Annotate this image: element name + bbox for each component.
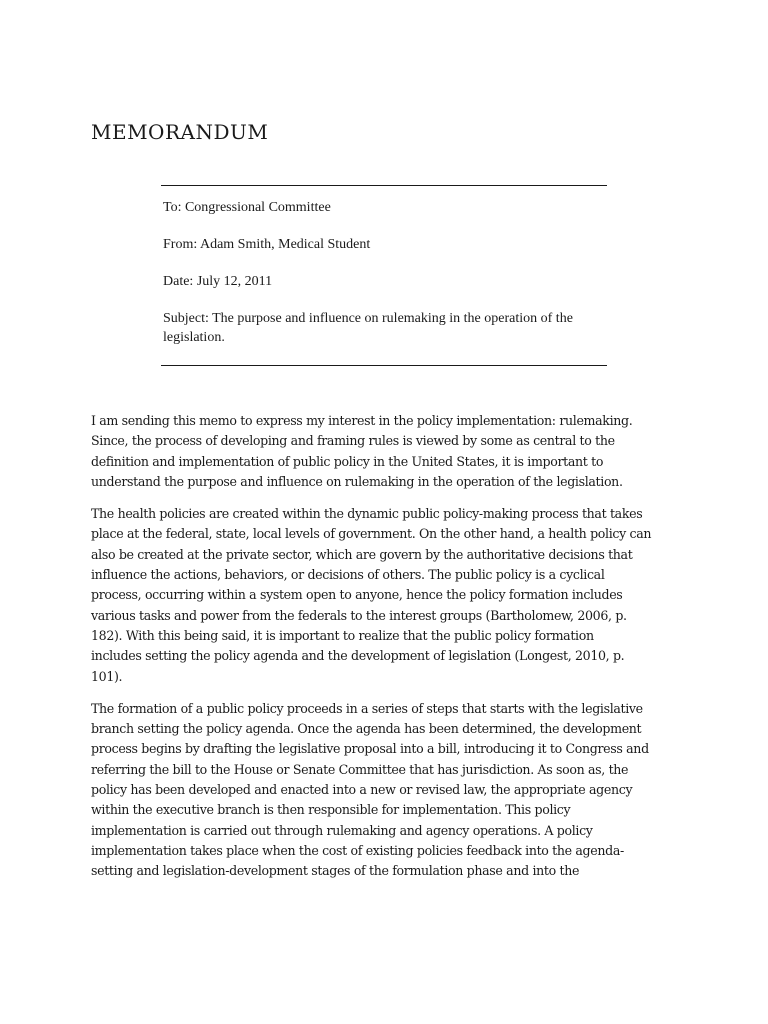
paragraph-line: branch setting the policy agenda. Once the agenda has been determined, the development — [91, 721, 642, 737]
paragraph-line: place at the federal, state, local levels of government. On the other hand, a health policy can — [91, 526, 652, 542]
paragraph-line: includes setting the policy agenda and the development of legislation (Longest, 2010, p. — [91, 648, 625, 664]
paragraph-line: influence the actions, behaviors, or decisions of others. The public policy is a cyclical — [91, 567, 605, 583]
paragraph-line: I am sending this memo to express my interest in the policy implementation: rulemaking. — [91, 413, 633, 428]
paragraph-2 — [91, 504, 691, 687]
paragraph-line: various tasks and power from the federals to the interest groups (Bartholomew, 2006, p. — [91, 607, 627, 623]
paragraph-line: 101). — [91, 668, 123, 684]
paragraph-line: policy has been developed and enacted into a new or revised law, the appropriate agency — [91, 782, 633, 798]
subject-line — [163, 309, 613, 347]
paragraph-line: referring the bill to the House or Senate Committee that has jurisdiction. As soon as, the — [91, 761, 629, 777]
paragraph-line: Since, the process of developing and framing rules is viewed by some as central to the — [91, 433, 615, 449]
paragraph-line: implementation takes place when the cost of existing policies feedback into the agenda- — [91, 842, 624, 858]
paragraph-line: implementation is carried out through rulemaking and agency operations. A policy — [91, 822, 593, 838]
paragraph-line: within the executive branch is then responsible for implementation. This policy — [91, 802, 571, 818]
paragraph-line: The health policies are created within the dynamic public policy-making process that takes — [91, 506, 643, 522]
paragraph-line: setting and legislation-development stages of the formulation phase and into the — [91, 863, 580, 879]
from-line: From: Adam Smith, Medical Student — [163, 237, 371, 252]
paragraph-1 — [91, 411, 691, 492]
date-line: Date: July 12, 2011 — [163, 274, 273, 289]
paragraph-line: also be created at the private sector, which are govern by the authoritative decisions that — [91, 546, 633, 562]
subject-line-2: legislation. — [163, 330, 225, 345]
memo-title: MEMORANDUM — [91, 120, 269, 144]
paragraph-line: process begins by drafting the legislative proposal into a bill, introducing it to Congress and — [91, 741, 649, 757]
paragraph-line: The formation of a public policy proceeds in a series of steps that starts with the legislative — [91, 700, 643, 716]
header-bottom-rule — [161, 365, 607, 366]
memo-body — [91, 411, 691, 894]
paragraph-3 — [91, 699, 691, 882]
subject-line-1: Subject: The purpose and influence on rulemaking in the operation of the — [163, 311, 573, 326]
header-top-rule — [161, 185, 607, 186]
paragraph-line: definition and implementation of public policy in the United States, it is important to — [91, 453, 604, 469]
paragraph-line: understand the purpose and influence on rulemaking in the operation of the legislation. — [91, 473, 623, 489]
to-line: To: Congressional Committee — [163, 200, 331, 215]
paragraph-line: process, occurring within a system open to anyone, hence the policy formation includes — [91, 587, 623, 603]
memo-header — [163, 198, 613, 347]
paragraph-line: 182). With this being said, it is important to realize that the public policy formation — [91, 627, 594, 643]
